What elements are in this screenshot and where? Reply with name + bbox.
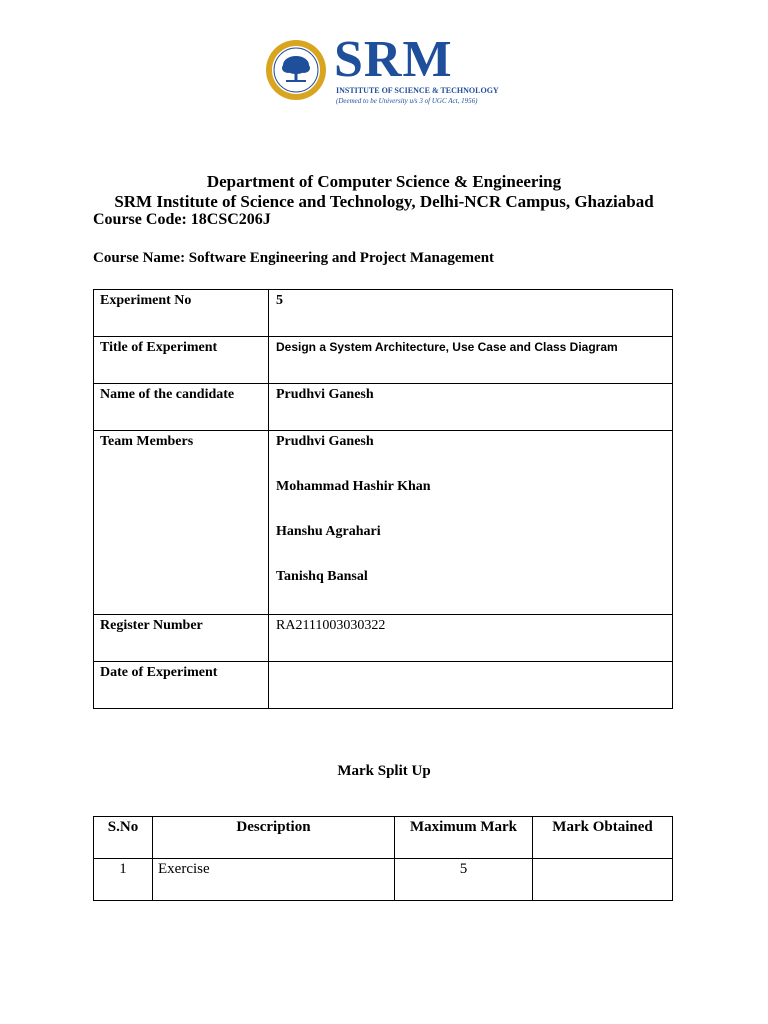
team-members-value xyxy=(269,431,673,615)
experiment-no-value: 5 xyxy=(269,290,673,337)
date-label: Date of Experiment xyxy=(94,662,269,709)
srm-logo xyxy=(264,31,499,108)
register-number-value: RA2111003030322 xyxy=(269,615,673,662)
header-mark-obtained: Mark Obtained xyxy=(533,817,673,859)
team-member: Mohammad Hashir Khan xyxy=(276,479,431,494)
candidate-label: Name of the candidate xyxy=(94,384,269,431)
team-member: Tanishq Bansal xyxy=(276,569,368,584)
table-row xyxy=(94,337,673,384)
title-label: Title of Experiment xyxy=(94,337,269,384)
title-value: Design a System Architecture, Use Case and Class Diagram xyxy=(269,337,673,384)
team-members-label: Team Members xyxy=(94,431,269,615)
team-member: Hanshu Agrahari xyxy=(276,524,381,539)
table-row xyxy=(94,615,673,662)
table-row xyxy=(94,859,673,901)
table-row xyxy=(94,431,673,615)
logo-deemed: (Deemed to be University u/s 3 of UGC Act, 1956) xyxy=(336,97,478,105)
header-max-mark: Maximum Mark xyxy=(395,817,533,859)
table-row xyxy=(94,290,673,337)
experiment-no-label: Experiment No xyxy=(94,290,269,337)
mark-split-table xyxy=(93,816,673,901)
institute-heading: SRM Institute of Science and Technology, Delhi-NCR Campus, Ghaziabad xyxy=(114,192,654,211)
logo-tagline: INSTITUTE OF SCIENCE & TECHNOLOGY xyxy=(336,86,499,95)
table-row xyxy=(94,662,673,709)
logo-wordmark: SRM xyxy=(334,31,453,88)
header-sno: S.No xyxy=(94,817,153,859)
table-header-row xyxy=(94,817,673,859)
mark-split-title: Mark Split Up xyxy=(337,763,431,779)
course-code: Course Code: 18CSC206J xyxy=(93,211,271,228)
department-heading: Department of Computer Science & Engineering xyxy=(206,172,562,191)
course-name: Course Name: Software Engineering and Project Management xyxy=(93,250,495,266)
srm-seal-icon xyxy=(264,38,328,102)
candidate-value: Prudhvi Ganesh xyxy=(269,384,673,431)
header-description: Description xyxy=(153,817,395,859)
row-mark-obtained xyxy=(533,859,673,901)
experiment-details-table xyxy=(93,289,673,709)
row-description: Exercise xyxy=(153,859,395,901)
date-value xyxy=(269,662,673,709)
row-sno: 1 xyxy=(94,859,153,901)
table-row xyxy=(94,384,673,431)
register-number-label: Register Number xyxy=(94,615,269,662)
row-max-mark: 5 xyxy=(395,859,533,901)
team-member: Prudhvi Ganesh xyxy=(276,434,374,449)
